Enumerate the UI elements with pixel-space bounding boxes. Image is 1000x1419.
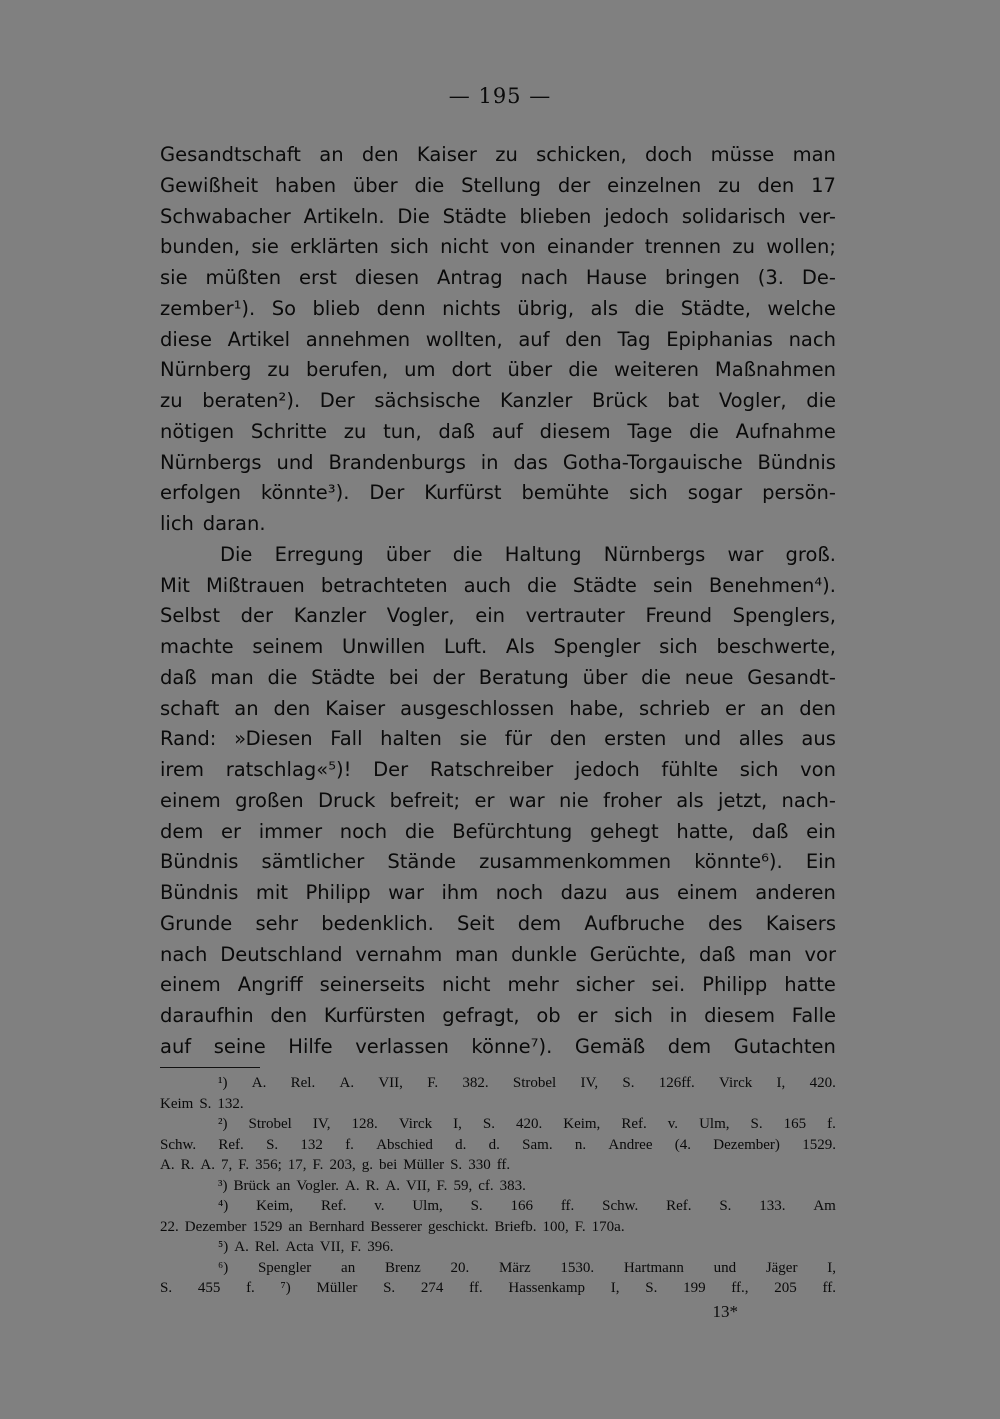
body-text-line: lich daran. [160, 512, 266, 535]
footnotes [160, 1073, 836, 1299]
footnote-line: ²) Strobel IV, 128. Virck I, S. 420. Keim, Ref. v. Ulm, S. 165 f. [218, 1116, 836, 1132]
body-text-line: erfolgen könnte³). Der Kurfürst bemühte sich sogar persön- [160, 481, 836, 505]
body-text-line: bunden, sie erklärten sich nicht von einander trennen zu wollen; [160, 235, 836, 259]
body-text-line: daß man die Städte bei der Beratung über die neue Gesandt- [160, 665, 836, 689]
footnote-line: ⁴) Keim, Ref. v. Ulm, S. 166 ff. Schw. Ref. S. 133. Am [218, 1198, 836, 1214]
footnote-line: Schw. Ref. S. 132 f. Abschied d. d. Sam. n. Andree (4. Dezember) 1529. [160, 1136, 836, 1153]
page-number: — 195 — [448, 84, 552, 108]
body-text-line: zember¹). So blieb denn nichts übrig, als die Städte, welche [160, 296, 836, 320]
body-text-line: Nürnbergs und Brandenburgs in das Gotha-Torgauische Bündnis [160, 450, 836, 474]
footnote-line: ³) Brück an Vogler. A. R. A. VII, F. 59, cf. 383. [218, 1177, 526, 1194]
body-text-line: Mit Mißtrauen betrachteten auch die Städte sein Benehmen⁴). [160, 573, 836, 597]
footnote-line: ⁵) A. Rel. Acta VII, F. 396. [218, 1239, 394, 1255]
body-text-line: nötigen Schritte zu tun, daß auf diesem Tage die Aufnahme [160, 419, 836, 443]
footnote-line: S. 455 f. ⁷) Müller S. 274 ff. Hassenkamp I, S. 199 ff., 205 ff. [160, 1280, 836, 1296]
signature-mark: 13* [712, 1302, 738, 1321]
body-text-line: daraufhin den Kurfürsten gefragt, ob er sich in diesem Falle [160, 1004, 836, 1027]
body-text-line: Gesandtschaft an den Kaiser zu schicken, doch müsse man [160, 143, 836, 166]
footnote-line: ⁶) Spengler an Brenz 20. März 1530. Hartmann und Jäger I, [218, 1259, 836, 1276]
footnote-line: 22. Dezember 1529 an Bernhard Besserer geschickt. Briefb. 100, F. 170a. [160, 1218, 625, 1235]
body-text-line: einem großen Druck befreit; er war nie froher als jetzt, nach- [160, 788, 836, 812]
body-text-line: nach Deutschland vernahm man dunkle Gerüchte, daß man vor [160, 942, 836, 966]
body-text-line: sie müßten erst diesen Antrag nach Hause bringen (3. De- [160, 266, 836, 289]
body-text-line: dem er immer noch die Befürchtung gehegt hatte, daß ein [160, 819, 836, 843]
body-text-line: diese Artikel annehmen wollten, auf den Tag Epiphanias nach [160, 327, 836, 351]
footnote-line: A. R. A. 7, F. 356; 17, F. 203, g. bei Müller S. 330 ff. [160, 1157, 511, 1173]
body-text-line: Schwabacher Artikeln. Die Städte blieben jedoch solidarisch ver- [160, 204, 836, 228]
body-text-line: einem Angriff seinerseits nicht mehr sicher sei. Philipp hatte [160, 973, 836, 997]
body-text-line: zu beraten²). Der sächsische Kanzler Brück bat Vogler, die [160, 389, 836, 412]
body-text-line: auf seine Hilfe verlassen könne⁷). Gemäß dem Gutachten [160, 1034, 836, 1058]
body-text-line: Nürnberg zu berufen, um dort über die weiteren Maßnahmen [160, 358, 836, 382]
body-text-line: machte seinem Unwillen Luft. Als Spengler sich beschwerte, [160, 635, 836, 658]
body-text-line: Rand: »Diesen Fall halten sie für den ersten und alles aus [160, 727, 836, 751]
body-text-line: irem ratschlag«⁵)! Der Ratschreiber jedoch fühlte sich von [160, 758, 836, 781]
body-text-line: Grunde sehr bedenklich. Seit dem Aufbruche des Kaisers [160, 911, 836, 935]
footnote-line: ¹) A. Rel. A. VII, F. 382. Strobel IV, S. 126ff. Virck I, 420. [218, 1075, 836, 1091]
body-text-line: Bündnis mit Philipp war ihm noch dazu aus einem anderen [160, 881, 836, 904]
body-text-line: schaft an den Kaiser ausgeschlossen habe, schrieb er an den [160, 696, 836, 720]
body-text-line: Bündnis sämtlicher Stände zusammenkommen könnte⁶). Ein [160, 850, 836, 874]
body-text-line: Die Erregung über die Haltung Nürnbergs war groß. [220, 542, 836, 566]
body-text-line: Gewißheit haben über die Stellung der einzelnen zu den 17 [160, 173, 836, 197]
footnote-separator [160, 1067, 260, 1068]
body-text [160, 140, 836, 1063]
body-text-line: Selbst der Kanzler Vogler, ein vertrauter Freund Spenglers, [160, 604, 836, 628]
footnote-line: Keim S. 132. [160, 1095, 244, 1112]
